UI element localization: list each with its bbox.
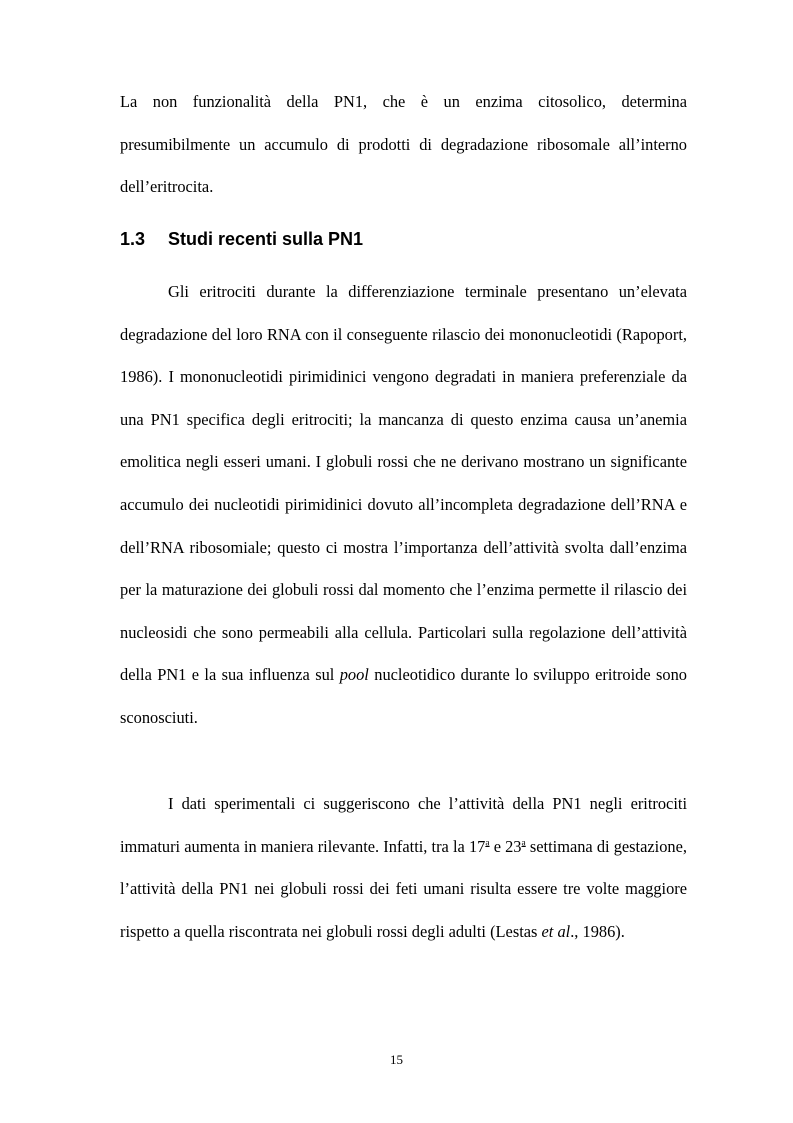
paragraph-text: I dati sperimentali ci suggeriscono che l’attività della PN1 negli eritrociti immaturi aumenta in maniera rilevante. Infatti, tra la 17 bbox=[120, 794, 687, 856]
section-title: Studi recenti sulla PN1 bbox=[168, 229, 364, 249]
paragraph-intro: La non funzionalità della PN1, che è un enzima citosolico, determina presumibilmente un accumulo di prodotti di degradazione ribosomale all’interno dell’eritrocita. bbox=[120, 92, 687, 197]
paragraph-experimental-data bbox=[120, 783, 687, 953]
paragraph-text: Gli eritrociti durante la differenziazione terminale presentano un’elevata degradazione del loro RNA con il conseguente rilascio dei mononucleotidi (Rapoport, 1986). I mononucleotidi pirimidinici vengono degradati in maniera preferenziale da una PN1 specifica degli eritrociti; la mancanza di questo enzima causa un’anemia emolitica negli esseri umani. I globuli rossi che ne derivano mostrano un significante accumulo dei nucleotidi pirimidinici dovuto all’incompleta degradazione dell’RNA e dell’RNA ribosomiale; questo ci mostra l’importanza dell’attività svolta dall’enzima per la maturazione dei globuli rossi dal momento che l’enzima permette il rilascio dei nucleosidi che sono permeabili alla cellula. Particolari sulla regolazione dell’attività della PN1 e la sua influenza sul bbox=[120, 282, 687, 685]
paragraph-text: settimana di gestazione, l’attività della PN1 nei globuli rossi dei feti umani risulta essere tre volte maggiore rispetto a quella riscontrata nei globuli rossi degli adulti (Lestas bbox=[120, 836, 687, 941]
section-number: 1.3 bbox=[120, 229, 146, 249]
paragraph-text: e 23 bbox=[489, 836, 522, 856]
ordinal-indicator: a bbox=[485, 838, 490, 849]
paragraph-erythrocytes bbox=[120, 271, 687, 740]
ordinal-indicator: a bbox=[521, 838, 526, 849]
paragraph-text: ., 1986). bbox=[570, 921, 625, 941]
section-heading bbox=[120, 229, 363, 250]
paragraph-text: nucleotidico durante lo sviluppo eritroide sono sconosciuti. bbox=[120, 665, 687, 727]
italic-term: pool bbox=[339, 665, 369, 685]
page-number: 15 bbox=[390, 1052, 403, 1067]
italic-citation: et al bbox=[541, 921, 571, 941]
